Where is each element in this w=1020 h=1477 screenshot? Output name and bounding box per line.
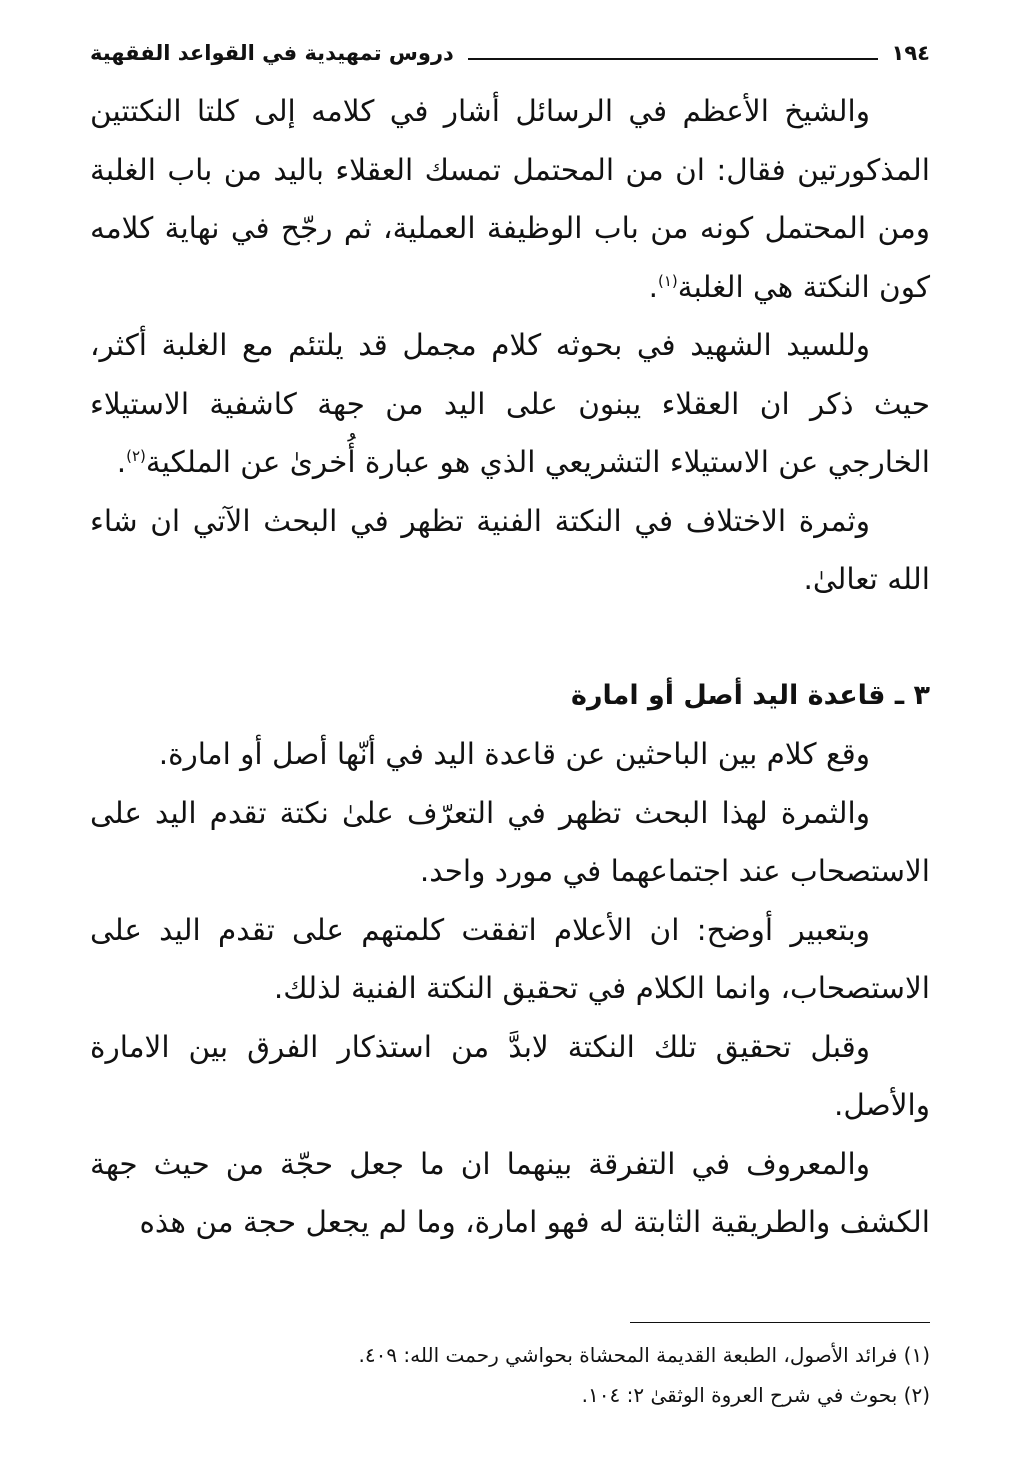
section-heading: ٣ ـ قاعدة اليد أصل أو امارة bbox=[571, 679, 930, 711]
footnote: (١) فرائد الأصول، الطبعة القديمة المحشاة بحواشي رحمت الله: ٤٠٩. bbox=[358, 1343, 930, 1367]
paragraph: وبتعبير أوضح: ان الأعلام اتفقت كلمتهم على تقدم اليد على الاستصحاب، وانما الكلام في تحقيق النكتة الفنية لذلك. bbox=[90, 912, 930, 1005]
header-rule bbox=[468, 58, 878, 60]
document-page bbox=[90, 30, 930, 1457]
paragraph: والثمرة لهذا البحث تظهر في التعرّف علىٰ نكتة تقدم اليد على الاستصحاب عند اجتماعهما في مورد واحد. bbox=[90, 795, 930, 888]
footnote-separator bbox=[630, 1322, 930, 1323]
paragraph: والشيخ الأعظم في الرسائل أشار في كلامه إلى كلتا النكتتين المذكورتين فقال: ان من المحتمل تمسك العقلاء باليد من باب الغلبة ومن المحتمل كونه من باب الوظيفة العملية، ثم رجّح في نهاية كلامه كون النكتة هي الغلبة$^{(١)}$. bbox=[90, 94, 930, 304]
footnote-marker[interactable]: (٢) bbox=[126, 447, 146, 466]
footnote: (٢) بحوث في شرح العروة الوثقىٰ ٢: ١٠٤. bbox=[581, 1383, 930, 1407]
footnotes bbox=[90, 1322, 930, 1415]
footnote-marker[interactable]: (١) bbox=[657, 271, 678, 290]
paragraph: والمعروف في التفرقة بينهما ان ما جعل حجّة من حيث جهة الكشف والطريقية الثابتة له فهو امارة، وما لم يجعل حجة من هذه bbox=[90, 1146, 930, 1239]
paragraph: وقع كلام بين الباحثين عن قاعدة اليد في أنّها أصل أو امارة. bbox=[158, 737, 870, 771]
book-title: دروس تمهيدية في القواعد الفقهية bbox=[90, 41, 454, 65]
paragraph: وثمرة الاختلاف في النكتة الفنية تظهر في البحث الآتي ان شاء الله تعالىٰ. bbox=[90, 503, 930, 596]
running-header bbox=[90, 30, 930, 76]
paragraph: وقبل تحقيق تلك النكتة لابدَّ من استذكار الفرق بين الامارة والأصل. bbox=[90, 1029, 930, 1122]
page-number: ١٩٤ bbox=[891, 41, 930, 65]
paragraph: وللسيد الشهيد في بحوثه كلام مجمل قد يلتئم مع الغلبة أكثر، حيث ذكر ان العقلاء يبنون على اليد من جهة كاشفية الاستيلاء الخارجي عن الاستيلاء التشريعي الذي هو عبارة أُخرىٰ عن الملكية$^{(٢)}$. bbox=[90, 328, 930, 479]
body-text bbox=[90, 82, 930, 1252]
